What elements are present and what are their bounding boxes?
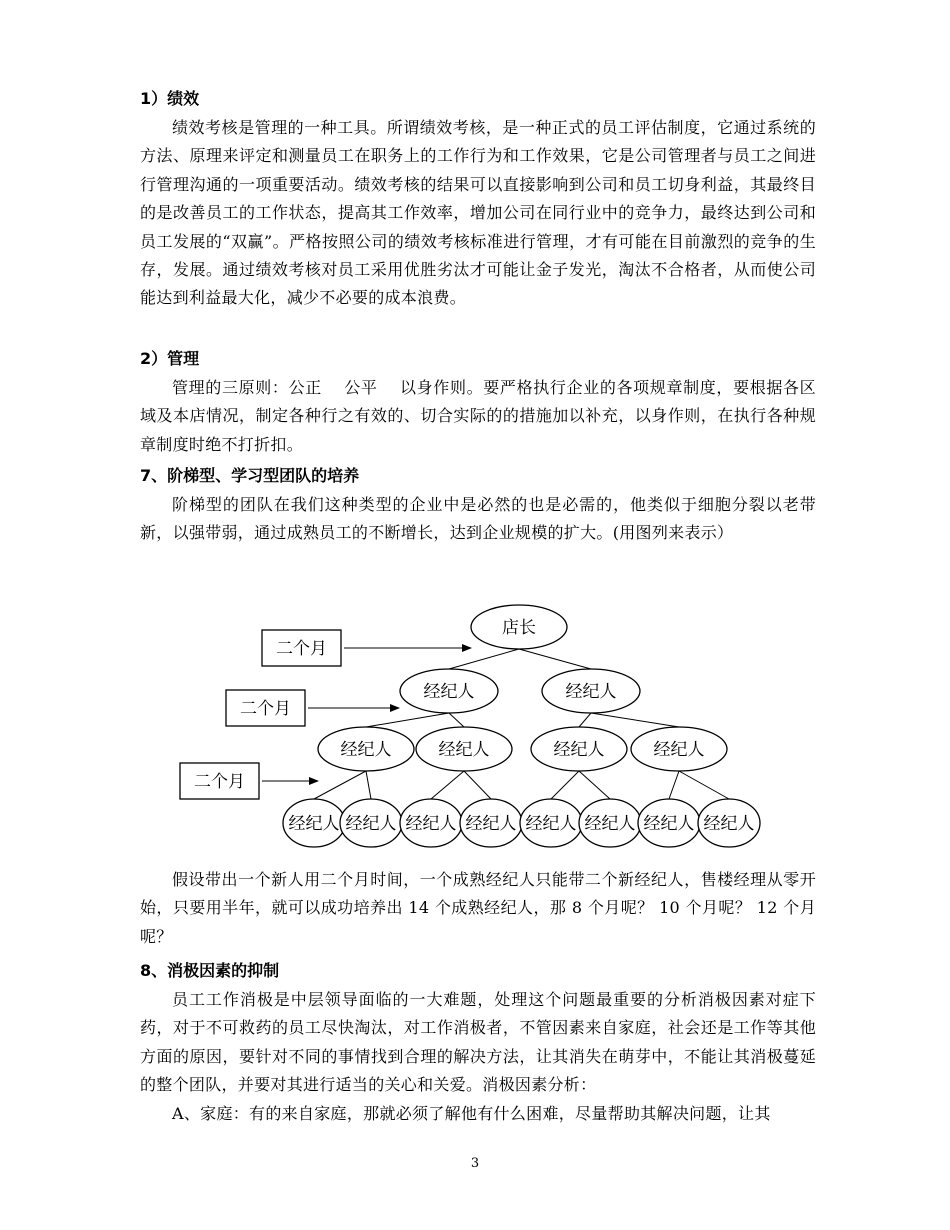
section-heading-negative: 8、消极因素的抑制 — [140, 961, 280, 980]
agent-label: 经纪人 — [553, 740, 605, 760]
agent-label: 经纪人 — [584, 814, 636, 834]
agent-label: 经纪人 — [565, 682, 617, 702]
duration-label: 二个月 — [276, 639, 327, 659]
store-manager-label: 店长 — [502, 618, 536, 638]
section-performance — [140, 84, 816, 313]
section-management — [140, 344, 816, 459]
connector-line — [366, 713, 449, 727]
agent-label: 经纪人 — [288, 814, 340, 834]
agent-label: 经纪人 — [438, 740, 490, 760]
connector-line — [679, 771, 729, 799]
agent-label: 经纪人 — [525, 814, 577, 834]
connector-line — [366, 771, 371, 799]
agent-label: 经纪人 — [405, 814, 457, 834]
connector-line — [579, 771, 610, 799]
paragraph-negative: 员工工作消极是中层领导面临的一大难题，处理这个问题最重要的分析消极因素对症下药，对于不可救药的员工尽快淘汰，对工作消极者，不管因素来自家庭，社会还是工作等其他方面的原因，要针对不同的事情找到合理的解决方法，让其消失在萌芽中，不能让其消极蔓延的整个团队，并要对其进行适当的关心和关爱。消极因素分析： — [140, 990, 816, 1095]
agent-label: 经纪人 — [653, 740, 705, 760]
agent-label: 经纪人 — [465, 814, 517, 834]
duration-label: 二个月 — [194, 772, 245, 792]
section-heading-management: 2）管理 — [140, 349, 200, 368]
section-heading-team: 7、阶梯型、学习型团队的培养 — [140, 466, 360, 485]
paragraph-calculation: 假设带出一个新人用二个月时间，一个成熟经纪人只能带二个新经纪人，售楼经理从零开始，只要用半年，就可以成功培养出 14 个成熟经纪人，那 8 个月呢？ 10 个月呢？ 12 个月呢？ — [140, 870, 816, 946]
agent-label: 经纪人 — [643, 814, 695, 834]
duration-label: 二个月 — [240, 699, 291, 719]
connector-line — [464, 771, 491, 799]
connector-line — [449, 649, 519, 669]
section-negative — [140, 956, 816, 1128]
paragraph-performance: 绩效考核是管理的一种工具。所谓绩效考核，是一种正式的员工评估制度，它通过系统的方法、原理来评定和测量员工在职务上的工作行为和工作效果，它是公司管理者与员工之间进行管理沟通的一项重要活动。绩效考核的结果可以直接影响到公司和员工切身利益，其最终目的是改善员工的工作状态，提高其工作效率，增加公司在同行业中的竞争力，最终达到公司和员工发展的“双赢”。严格按照公司的绩效考核标准进行管理，才有可能在目前激烈的竞争的生存，发展。通过绩效考核对员工采用优胜劣汰才可能让金子发光，淘汰不合格者，从而使公司能达到利益最大化，减少不必要的成本浪费。 — [140, 118, 816, 308]
paragraph-management: 管理的三原则：公正 公平 以身作则。要严格执行企业的各项规章制度，要根据各区域及本店情况，制定各种行之有效的、切合实际的的措施加以补充，以身作则，在执行各种规章制度时绝不打折扣。 — [140, 378, 816, 454]
agent-label: 经纪人 — [423, 682, 475, 702]
paragraph-negative-item-a: A、家庭：有的来自家庭，那就必须了解他有什么困难，尽量帮助其解决问题，让其 — [172, 1103, 771, 1123]
page-number: 3 — [470, 1156, 480, 1171]
connector-line — [579, 713, 591, 727]
connector-line — [314, 771, 366, 799]
team-hierarchy-diagram — [170, 590, 770, 855]
section-calculation — [140, 866, 816, 951]
section-heading-performance: 1）绩效 — [140, 89, 200, 108]
connector-line — [431, 771, 464, 799]
section-team — [140, 461, 816, 548]
agent-label: 经纪人 — [345, 814, 397, 834]
agent-label: 经纪人 — [703, 814, 755, 834]
connector-line — [669, 771, 679, 799]
connector-line — [519, 649, 591, 669]
connector-line — [551, 771, 579, 799]
connector-line — [449, 713, 464, 727]
agent-label: 经纪人 — [340, 740, 392, 760]
paragraph-team: 阶梯型的团队在我们这种类型的企业中是必然的也是必需的，他类似于细胞分裂以老带新，以强带弱，通过成熟员工的不断增长，达到企业规模的扩大。(用图列来表示） — [140, 495, 816, 543]
connector-line — [591, 713, 679, 727]
